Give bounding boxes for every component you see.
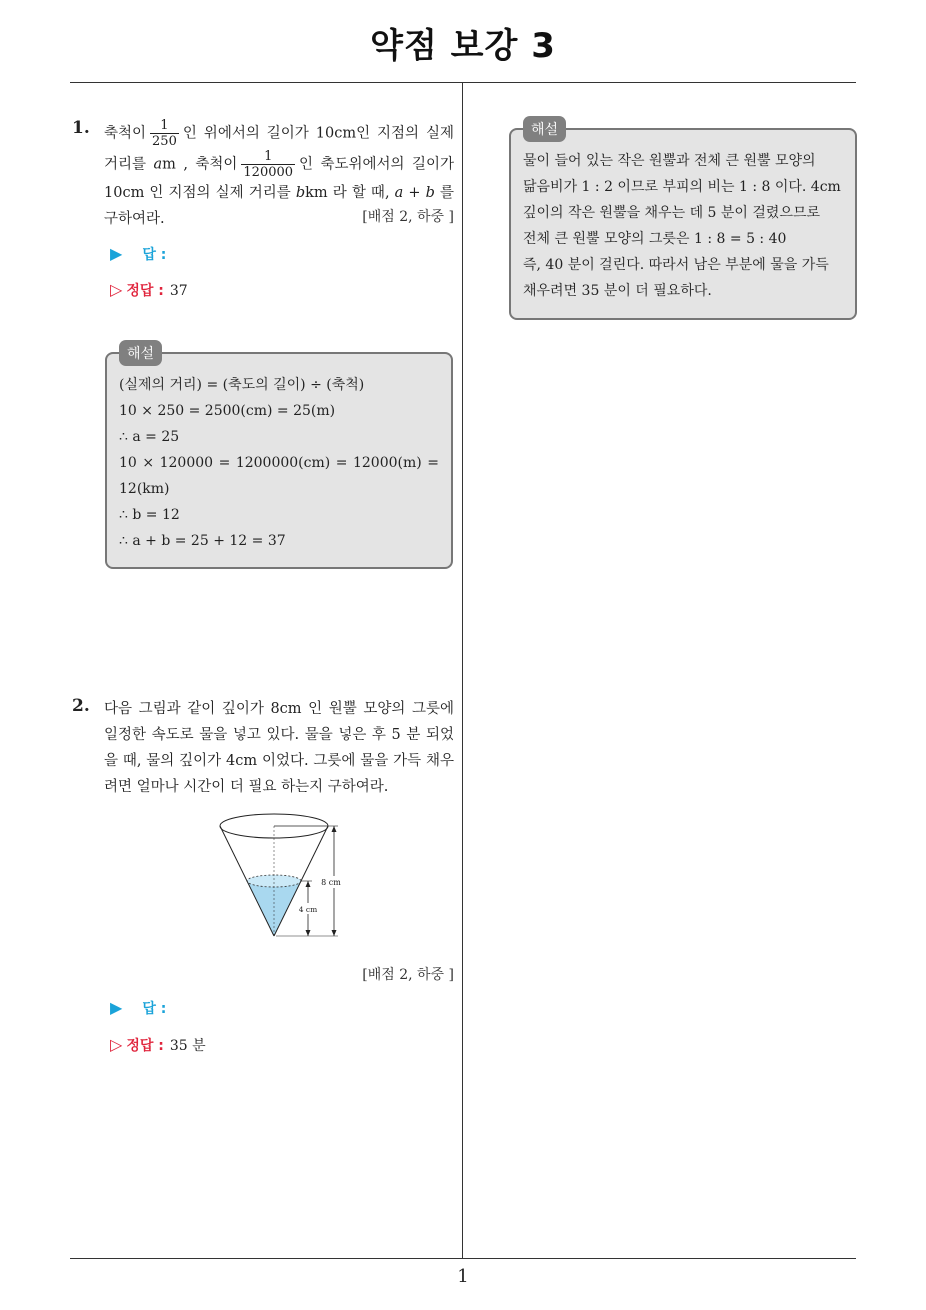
explanation-tag: 해설 (119, 340, 162, 366)
question-2-answer-line[interactable]: ▶ 답 : (110, 998, 167, 1017)
footer-divider (70, 1258, 856, 1259)
question-2-number: 2. (72, 696, 90, 716)
question-1-answer-line[interactable]: ▶ 답 : (110, 244, 167, 263)
question-1-text: 축척이 $\frac{1}{250}$ 인 위에서의 길이가 10cm인 지점의 실제 거리를 am , 축척이 $\frac{1}{120000}$ 인 축도위에서의 길이가 10cm 인 지점의 실제 거리를 bkm 라 할 때, a + b 를 구하여라. (104, 118, 455, 227)
explanation-lines: (실제의 거리) = (축도의 길이) ÷ (축척) 10 × 250 = 2500(cm) = 25(m) ∴ a = 25 10 × 120000 = 1200000(cm) = 12000(m) = 12(km) ∴ b = 12 ∴ a + b = 25 + 12 = 37 (119, 377, 439, 549)
explanation-tag: 해설 (523, 116, 566, 142)
outline-triangle-icon: ▷ (110, 280, 123, 299)
explanation-lines: 물이 들어 있는 작은 원뿔과 전체 큰 원뿔 모양의 닮음비가 1 : 2 이므로 부피의 비는 1 : 8 이다. 4cm 깊이의 작은 원뿔을 채우는 데 5 분이 걸렸으므로 전체 큰 원뿔 모양의 그릇은 1 : 8 = 5 : 40 즉, 40 분이 걸린다. 따라서 남은 부분에 물을 가득 채우려면 35 분이 더 필요하다. (523, 153, 841, 299)
play-triangle-icon: ▶ (110, 244, 123, 263)
page-number: 1 (457, 1266, 469, 1287)
question-1-explanation-box (105, 346, 453, 569)
label-4cm: 4 cm (298, 905, 318, 914)
water-surface (247, 875, 301, 887)
outline-triangle-icon: ▷ (110, 1035, 123, 1054)
header-divider (70, 82, 856, 83)
question-2-correct-answer: ▷ 정답 : 35 분 (110, 1035, 206, 1054)
label-8cm: 8 cm (321, 878, 341, 887)
question-1-score: [배점 2, 하중 ] (362, 209, 454, 225)
play-triangle-icon: ▶ (110, 998, 123, 1017)
scale-fraction-1: $\frac{1}{250}$ (152, 118, 177, 149)
question-2-text: 다음 그림과 같이 깊이가 8cm 인 원뿔 모양의 그릇에 일정한 속도로 물을 넣고 있다. 물을 넣은 후 5 분 되었을 때, 물의 깊이가 4cm 이었다. 그릇에 물을 가득 채우려면 얼마나 시간이 더 필요 하는지 구하여라. (104, 701, 454, 795)
explanation-spread-line: 10 × 120000 = 1200000(cm) = 12000(m) = (119, 455, 439, 471)
question-2-score: [배점 2, 하중 ] (362, 967, 454, 983)
column-divider (462, 82, 463, 1258)
scale-fraction-2: $\frac{1}{120000}$ (243, 149, 294, 180)
question-1-number: 1. (72, 118, 90, 138)
question-1-correct-answer: ▷ 정답 : 37 (110, 280, 188, 299)
cone-figure (212, 806, 352, 946)
question-2-explanation-box (509, 122, 857, 320)
page-title: 약점 보강 3 (370, 26, 556, 66)
